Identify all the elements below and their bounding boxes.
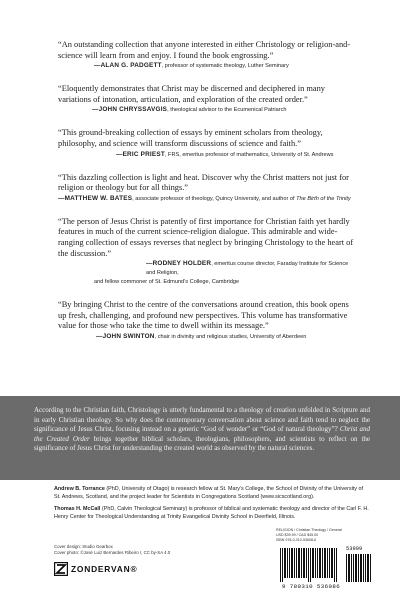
author-bios bbox=[54, 486, 370, 526]
description-text: According to the Christian faith, Christology is utterly fundamental to a theology of creation unfolded in Scripture and in early Christian theology. So why does the contemporary conversation about science and faith tend to neglect the significance of Jesus Christ, focusing instead on a generic “God of wonder” or “God of natural theology”? bbox=[34, 406, 370, 433]
endorser-name: —RODNEY HOLDER bbox=[146, 260, 212, 268]
subject-category: RELIGION / Christian Theology / General bbox=[276, 528, 342, 532]
endorser-title: , professor of systematic theology, Luther Seminary bbox=[161, 63, 289, 70]
endorser-title: , chair in divinity and religious studies, University of Aberdeen bbox=[154, 333, 307, 340]
author-bio-text: (PhD, Calvin Theological Seminary) is professor of biblical and systematic theology and director of the Carl F. H. Henry Center for Theological Understanding at Trinity Evangelical Divinity School in Deerfield, Illinois. bbox=[54, 506, 369, 520]
barcode-number: 9 780310 536086 bbox=[282, 583, 341, 590]
endorsement-attribution bbox=[58, 194, 358, 204]
endorser-title: , FRS, emeritus professor of mathematics, University of St. Andrews bbox=[164, 151, 334, 158]
endorsement-quote: “An outstanding collection that anyone interested in either Christology or religion-and-science will learn from and enjoy. I found the book engrossing.” bbox=[58, 40, 351, 60]
zondervan-emblem-icon bbox=[54, 562, 68, 576]
barcode-price-code: 53999 bbox=[346, 546, 363, 552]
pricing-block bbox=[276, 528, 376, 542]
description-band bbox=[0, 396, 400, 480]
isbn-barcode bbox=[276, 546, 376, 592]
endorsement-attribution bbox=[58, 150, 358, 160]
endorser-name: —JOHN CHRYSSAVGIS bbox=[92, 106, 168, 114]
publisher-name: ZONDERVAN® bbox=[71, 564, 138, 574]
endorsement-quote: “This ground-breaking collection of essays by eminent scholars from theology, philosophy, and science will transform discussions of science and faith.” bbox=[58, 128, 323, 148]
isbn: ISBN 978-0-310-53608-6 bbox=[276, 537, 317, 542]
cover-design-credit: Cover design: Studio Gearbox bbox=[54, 544, 113, 549]
author-bio-text: (PhD, University of Otago) is research fellow at St. Mary’s College, the School of Divinity of the University of St. Andrews, Scotland, and the project leader for Scientists in Congregations Scotland (www.sicscotland.org). bbox=[54, 486, 363, 500]
endorsement-attribution bbox=[58, 61, 358, 71]
endorsement-attribution bbox=[58, 332, 358, 342]
endorser-name: —MATTHEW W. BATES bbox=[58, 194, 133, 202]
endorsement bbox=[58, 300, 358, 342]
endorsement-quote: “By bringing Christ to the centre of the conversations around creation, this book opens up fresh, challenging, and profound new perspectives. This volume has transformative value for those who take the time to dwell within its message.” bbox=[58, 300, 349, 331]
endorser-name: —JOHN SWINTON bbox=[96, 332, 155, 340]
endorser-book-title: The Birth of the Trinity bbox=[296, 195, 351, 202]
endorsement-quote: “This dazzling collection is light and heat. Discover why the Christ matters not just for religion or theology but for all things.” bbox=[58, 172, 349, 193]
publisher-logo bbox=[54, 562, 137, 576]
endorsement-attribution bbox=[58, 105, 358, 115]
endorsement bbox=[58, 128, 358, 159]
endorsement-quote: “Eloquently demonstrates that Christ may be discerned and deciphered in many variations of intonation, articulation, and exploration of the created order.” bbox=[58, 84, 325, 104]
endorsements bbox=[58, 40, 358, 355]
endorser-title-continued: and fellow commoner of St. Edmund’s College, Cambridge bbox=[94, 279, 240, 286]
book-title: Christ and the Created Order bbox=[34, 425, 370, 443]
author-name: Andrew B. Torrance bbox=[54, 486, 105, 492]
endorsement bbox=[58, 40, 358, 71]
endorsement-quote: “The person of Jesus Christ is patently of first importance for Christian faith yet hardly features in much of the current science-religion dialogue. This admirable and wide-ranging collection of essays reverses that neglect by bringing Christology to the heart of the discussion.” bbox=[58, 216, 354, 258]
endorser-title: , associate professor of theology, Quincy University, and author of bbox=[132, 195, 297, 202]
endorser-title: , emeritus course director, Faraday Institute for Science and Religion, bbox=[146, 261, 349, 277]
description-text-continued: brings together biblical scholars, theologians, philosophers, and scientists to reflect on the significance of Jesus Christ for understanding the created world as observed by the natural sciences. bbox=[34, 434, 370, 452]
endorser-name: —ALAN G. PADGETT bbox=[94, 62, 162, 70]
author-bio bbox=[54, 486, 370, 501]
cover-credits bbox=[54, 544, 170, 555]
cover-photo-credit: Cover photo: ©José Luiz Bernardes Ribeiro I, CC by-SA 4.0 bbox=[54, 549, 171, 555]
endorsement bbox=[58, 173, 358, 204]
endorsement-attribution bbox=[58, 259, 358, 278]
price: USD $39.99 / CAD $45.00 bbox=[276, 532, 319, 537]
author-bio bbox=[54, 506, 370, 521]
author-name: Thomas H. McCall bbox=[54, 506, 101, 513]
endorser-title: , theological advisor to the Ecumenical Patriarch bbox=[167, 107, 287, 114]
endorser-name: —ERIC PRIEST bbox=[116, 150, 165, 158]
endorsement bbox=[58, 217, 358, 287]
book-description bbox=[0, 396, 400, 454]
endorsement bbox=[58, 84, 358, 115]
